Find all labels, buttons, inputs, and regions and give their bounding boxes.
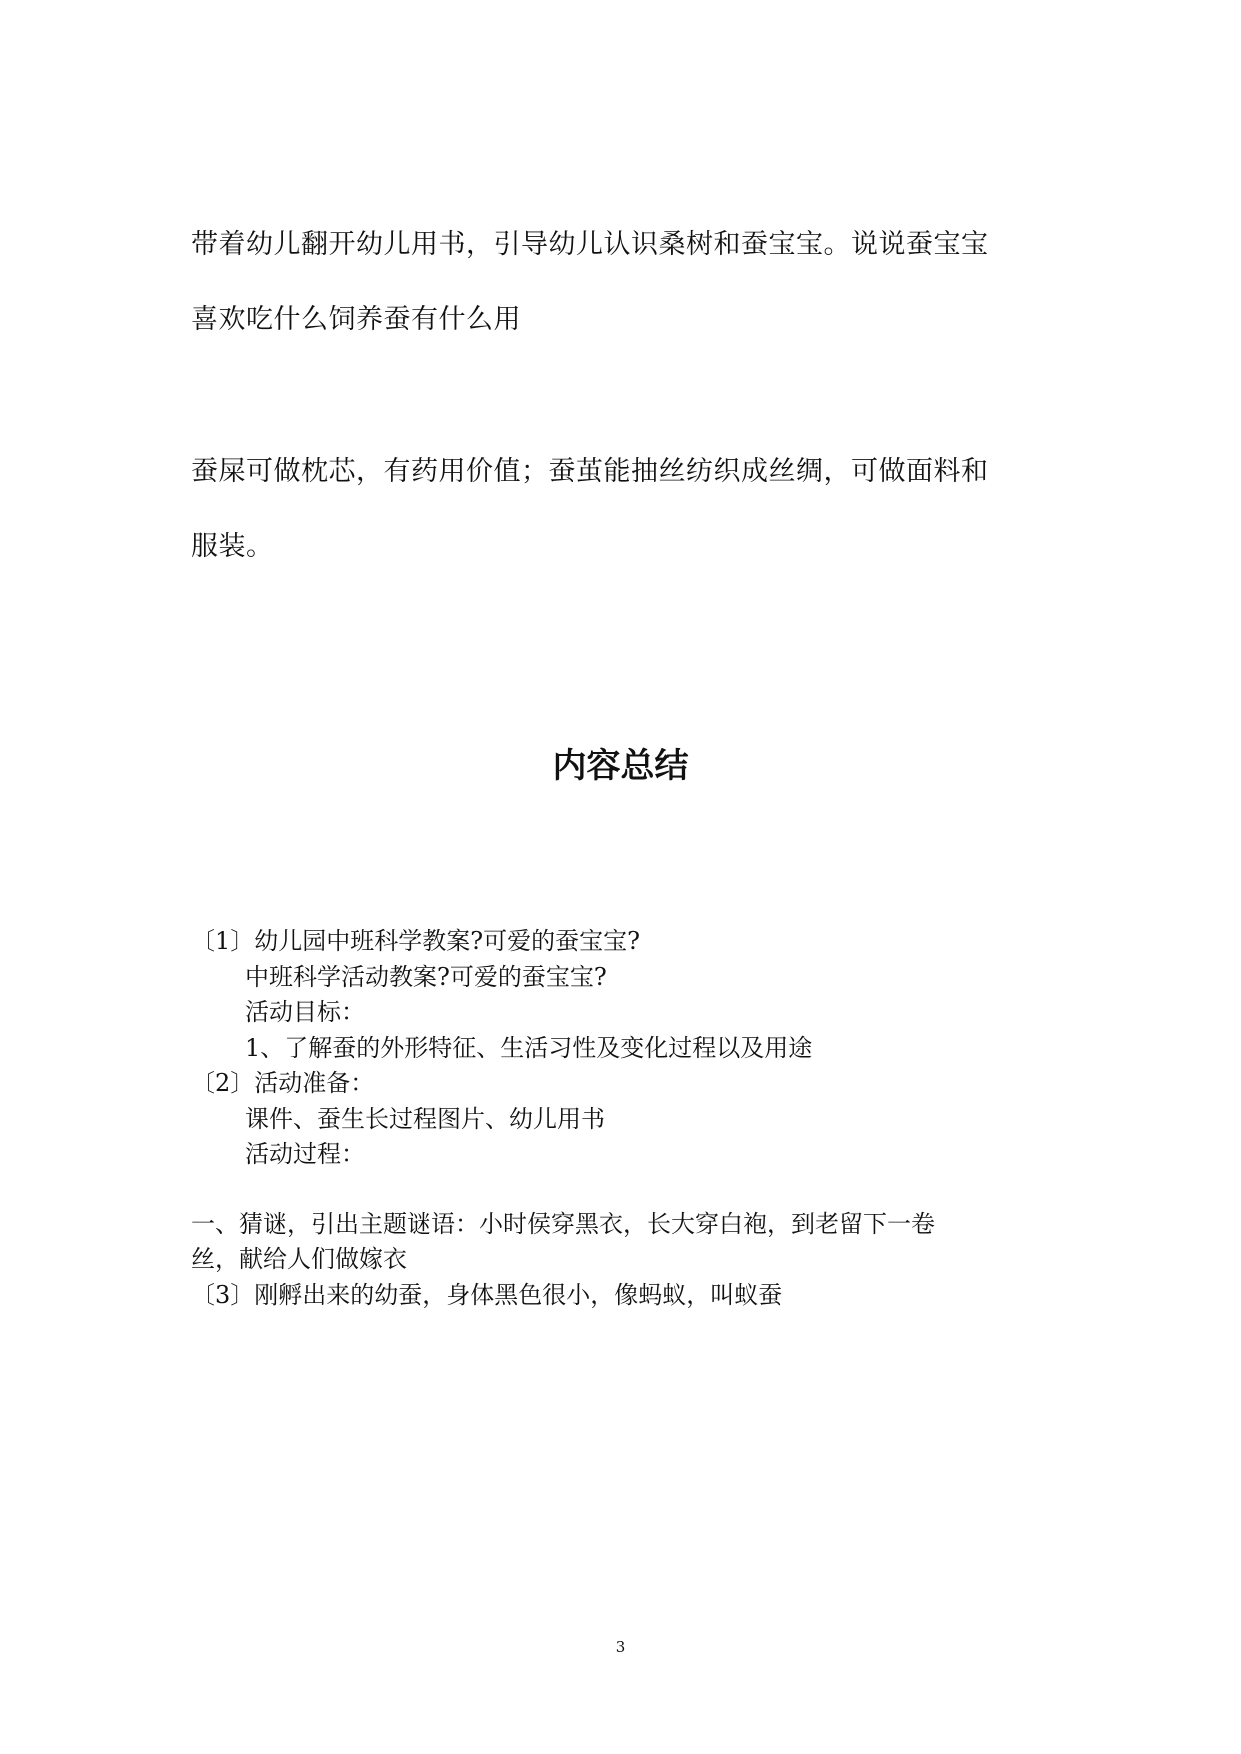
summary-line: 中班科学活动教案?可爱的蚕宝宝? [245, 963, 607, 991]
summary-heading: 内容总结 [552, 746, 689, 786]
paragraph-2-line-1: 蚕屎可做枕芯，有药用价值；蚕茧能抽丝纺织成丝绸，可做面料和 [191, 456, 989, 487]
paragraph-2-line-2: 服装。 [191, 531, 274, 562]
summary-line: 1、了解蚕的外形特征、生活习性及变化过程以及用途 [245, 1034, 813, 1062]
summary-line: 活动目标： [245, 998, 365, 1026]
paragraph-1-line-2: 喜欢吃什么饲养蚕有什么用 [191, 304, 521, 335]
summary-line: 活动过程： [245, 1140, 365, 1168]
summary-line: 课件、蚕生长过程图片、幼儿用书 [245, 1105, 605, 1133]
summary-line: 〔2〕活动准备： [191, 1069, 375, 1097]
summary-line: 〔1〕幼儿园中班科学教案?可爱的蚕宝宝? [191, 927, 641, 955]
summary-line: 丝，献给人们做嫁衣 [191, 1245, 407, 1273]
paragraph-1-line-1: 带着幼儿翻开幼儿用书，引导幼儿认识桑树和蚕宝宝。说说蚕宝宝 [191, 229, 989, 260]
summary-line: 〔3〕刚孵出来的幼蚕，身体黑色很小，像蚂蚁，叫蚁蚕 [191, 1281, 783, 1309]
page-number: 3 [615, 1638, 626, 1656]
summary-line: 一、猜谜，引出主题谜语：小时侯穿黑衣，长大穿白袍，到老留下一卷 [191, 1210, 935, 1238]
